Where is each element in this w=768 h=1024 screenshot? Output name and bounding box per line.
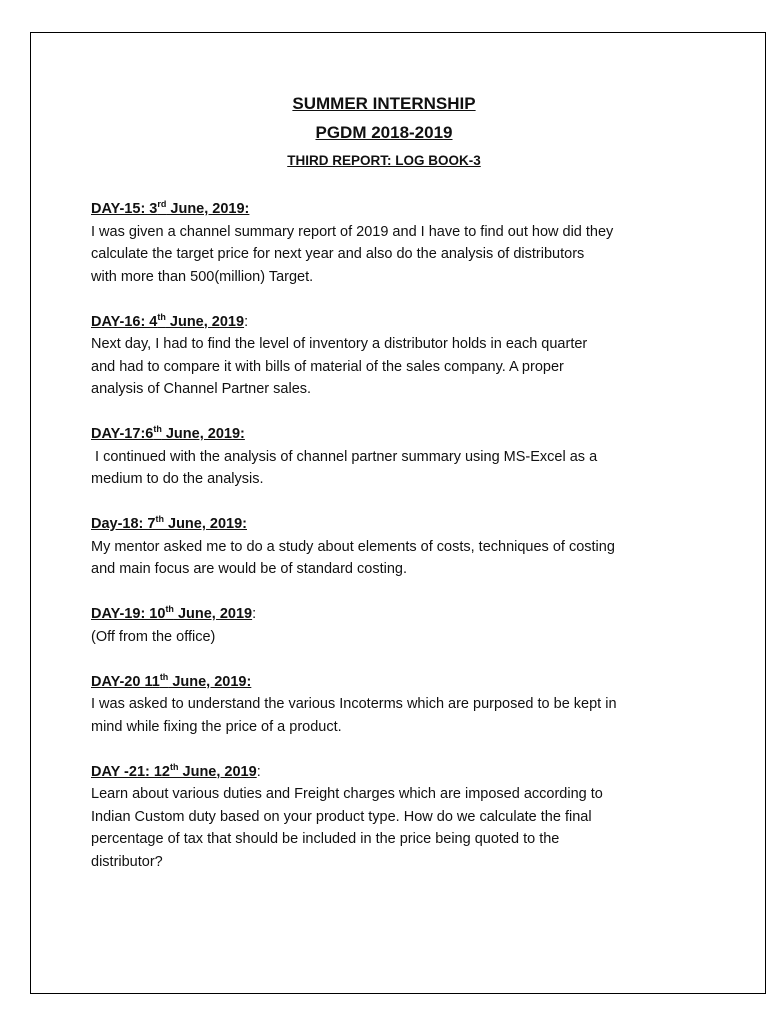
entry-text-line: Learn about various duties and Freight charges which are imposed according to	[91, 786, 603, 802]
day-label	[91, 426, 245, 442]
log-entry-day-19	[91, 603, 691, 648]
document-title: SUMMER INTERNSHIP	[292, 94, 476, 113]
log-entry-day-20	[91, 671, 691, 739]
log-entry-day-21	[91, 761, 691, 874]
entry-text-line: I was asked to understand the various Incoterms which are purposed to be kept in	[91, 696, 617, 712]
entry-text-line: Next day, I had to find the level of inventory a distributor holds in each quarter	[91, 336, 588, 352]
day-label-date: June, 2019:	[168, 673, 252, 690]
day-heading	[91, 423, 691, 446]
date-ordinal-suffix: th	[159, 671, 169, 682]
entry-text-line: Indian Custom duty based on your product type. How do we calculate the final	[91, 808, 592, 825]
entry-text-line: medium to do the analysis.	[91, 471, 264, 487]
day-label-text: DAY-17:6	[91, 426, 154, 442]
entry-text-line: distributor?	[91, 853, 163, 870]
day-heading	[91, 513, 691, 536]
day-label-text: DAY -21: 12	[91, 763, 170, 780]
day-label-colon: :	[256, 763, 261, 780]
day-heading	[91, 761, 691, 784]
entry-text-line: calculate the target price for next year and also do the analysis of distributors	[91, 246, 585, 262]
day-label	[91, 311, 245, 330]
day-label	[91, 606, 252, 622]
log-entry-day-17	[91, 423, 691, 491]
day-heading	[91, 311, 691, 334]
day-label-text: DAY-19: 10	[91, 606, 166, 622]
entry-text-line: My mentor asked me to do a study about elements of costs, techniques of costing	[91, 538, 615, 555]
entry-text-line: I was given a channel summary report of 2019 and I have to find out how did they	[91, 223, 614, 240]
day-label-text: DAY-20 11	[91, 673, 160, 690]
day-label-date: June, 2019	[178, 763, 257, 780]
day-label-date: June, 2019:	[166, 201, 250, 217]
day-label	[91, 516, 247, 532]
day-label	[91, 201, 249, 217]
date-ordinal-suffix: th	[153, 424, 162, 435]
day-heading	[91, 198, 691, 221]
day-label-date: June, 2019	[173, 606, 253, 622]
date-ordinal-suffix: th	[155, 514, 164, 525]
entry-text-line: percentage of tax that should be included in the price being quoted to the	[91, 831, 560, 847]
date-ordinal-suffix: rd	[157, 199, 167, 210]
entry-text-line: and main focus are would be of standard costing.	[91, 561, 407, 577]
program-title: PGDM 2018-2019	[315, 123, 453, 142]
date-ordinal-suffix: th	[157, 311, 166, 322]
entry-text-line: with more than 500(million) Target.	[91, 268, 314, 285]
day-label-text: Day-18: 7	[91, 516, 156, 532]
entry-text-line: (Off from the office)	[91, 628, 216, 645]
entry-text-line: and had to compare it with bills of material of the sales company. A proper	[91, 358, 564, 375]
day-label-text: DAY-15: 3	[91, 201, 158, 217]
entry-text-line: I continued with the analysis of channel partner summary using MS-Excel as a	[91, 448, 598, 465]
day-label	[91, 671, 252, 690]
entry-text-line: analysis of Channel Partner sales.	[91, 381, 312, 397]
day-heading	[91, 603, 691, 626]
log-entry-day-15	[91, 198, 691, 288]
day-label-date: June, 2019	[165, 313, 245, 330]
log-entries	[91, 198, 691, 896]
date-ordinal-suffix: th	[165, 604, 174, 615]
log-entry-day-18	[91, 513, 691, 581]
day-label-colon: :	[252, 606, 257, 622]
day-label-date: June, 2019:	[163, 516, 247, 532]
day-label	[91, 761, 257, 780]
day-heading	[91, 671, 691, 694]
day-label-colon: :	[244, 313, 249, 330]
report-title: THIRD REPORT: LOG BOOK-3	[287, 153, 481, 168]
date-ordinal-suffix: th	[170, 761, 179, 772]
day-label-text: DAY-16: 4	[91, 313, 158, 330]
entry-text-line: mind while fixing the price of a product.	[91, 718, 342, 735]
day-label-date: June, 2019:	[161, 426, 245, 442]
log-entry-day-16	[91, 311, 691, 401]
